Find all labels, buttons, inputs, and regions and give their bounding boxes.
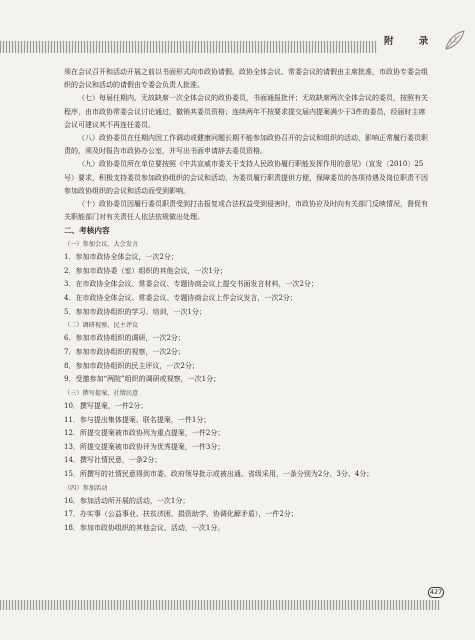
list-item: 1．参加市政协全体会议，一次2分；: [64, 253, 178, 262]
list-item: 14．撰写社情民意，一条2分；: [64, 456, 162, 465]
group-title: （一）参加会议、大会发言: [64, 241, 139, 249]
list-item: 4．在市政协全体会议、常委会议、专题协商会议上作会议发言，一次2分；: [64, 294, 297, 303]
list-item: 10．撰写提案，一件2分；: [64, 401, 148, 410]
list-item: 7．参加市政协组织的视察，一次2分；: [64, 348, 185, 356]
list-item: 17．办实事（公益事业、扶贫济困、捐资助学、协调化解矛盾），一件2分；: [64, 510, 298, 519]
list-item: 2．参加市政协委（室）组织的其他会议，一次1分；: [64, 266, 227, 275]
leaf-ornament-icon: [442, 29, 466, 53]
list-item: 12．所提交提案被市政协列为重点提案，一件2分；: [64, 429, 225, 438]
list-item: 18．参加市政协组织的其他会议、活动，一次1分。: [64, 523, 225, 532]
group-title: （三）撰写提案、社情民意: [64, 389, 139, 397]
list-item: 15．所撰写的社情民意得到市委、政府领导批示或被出通、省级采用，一条分别为2分、3分、4分；: [64, 469, 374, 478]
header-section-label: 附 录: [384, 36, 440, 47]
paragraph: （十）政协委员因履行委员职责受到打击报复或合法权益受到侵害时，市政协应及时向有关部门反映情况，督促有关职能部门对有关责任人依法依规做出处理。: [64, 200, 428, 222]
list-item: 5．参加市政协组织的学习、培训，一次1分；: [64, 307, 206, 316]
paragraph: 须在会议召开和活动开展之前以书面形式向市政协请假。政协全体会议、常委会议的请假由主席批准，市政协专委会组织的会议和活动的请假由专委会负责人批准。: [64, 68, 428, 90]
list-item: 16．参加活动所开展的活动，一次1分；: [64, 496, 190, 505]
group-title: （四）参加活动: [64, 484, 108, 492]
list-item: 13．所提交提案被市政协评为优秀提案，一件3分；: [64, 442, 225, 451]
document-body: [64, 66, 430, 536]
list-item: 9．受邀参加“两院”组织的调研或视察，一次1分；: [64, 375, 221, 384]
list-item: 8．参加市政协组织的民主评议，一次2分；: [64, 361, 199, 370]
list-item: 11．参与提出集体提案、联名提案，一件1分；: [64, 415, 211, 424]
group-title: （二）调研视察、民主评议: [64, 322, 139, 330]
list-item: 3．在市政协全体会议、常委会议、专题协商会议上提交书面发言材料，一次2分；: [64, 280, 318, 289]
paragraph: （八）政协委员在任期内因工作调动或健康问题长期不能参加政协召开的会议和组织的活动，影响正常履行委员职责的，须及时报告市政协办公室，并写出书面申请辞去委员资格。: [64, 134, 428, 156]
paragraph: （九）政协委员所在单位要按照《中共宣威市委关于支持人民政协履行职能发挥作用的意见》（宣发〔2010〕25号）要求，积极支持委员参加政协组织的会议和活动，为委员履行职责提供方便，保障委员的各项待遇及岗位职责不因参加政协组织的会议和活动而受到影响。: [64, 160, 428, 195]
section-title: 二、考核内容: [64, 226, 110, 236]
list-item: 6．参加市政协组织的调研，一次2分；: [64, 334, 185, 343]
page-number: 427: [429, 588, 443, 596]
footer-decorative-band: [0, 600, 440, 610]
paragraph: （七）每届任期内，无故缺席一次全体会议的政协委员，书面通报批评；无故缺席两次全体会议的委员，按照有关程序，由市政协常委会议讨论通过，撤销其委员资格；连续两年不按要求提交届内提案满少于3件的委员，经届时主席会议可建议其不再连任委员。: [64, 94, 428, 129]
